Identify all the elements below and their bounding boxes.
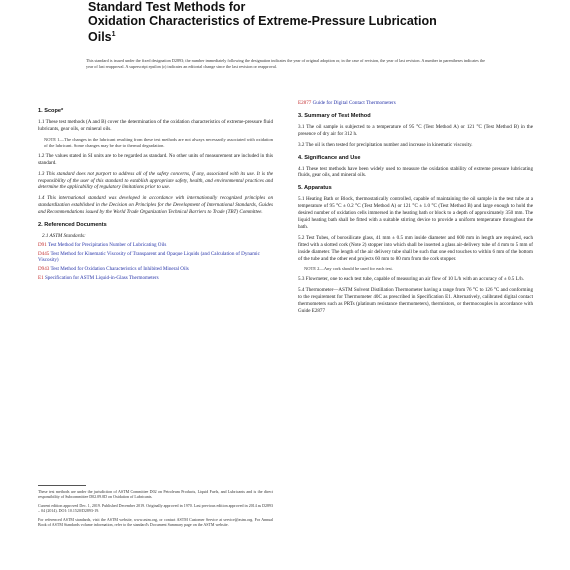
para-1-2: 1.2 The values stated in SI units are to be regarded as standard. No other units of measurement are included in this standard. [38,152,273,166]
footnote-1-edition: Current edition approved Dec. 1, 2019. Published December 2019. Originally approved in 1970. Last previous edition approved in 2014 as D2893 – 04 (2014). DOI: 10.1520/D2893-19. [38,502,273,514]
reference-link[interactable]: E1 Specification for ASTM Liquid-in-Glass Thermometers [38,275,159,282]
section-summary-heading: 3. Summary of Test Method [298,112,371,119]
para-5-1: 5.1 Heating Bath or Block, thermostatically controlled, capable of maintaining the oil sample in the test tube at a temperature of 95 °C ± 0.2 °C (Test Method A) or 121 °C ± 1.0 °C (Test Method B) and large enough to hold the desired number of oxidation cells immersed in the heating bath or block to a depth of approximately 350 mm. The liquid heating bath shall be fitted with a suitable stirring device to provide a uniform temperature throughout the bath. [298,196,533,230]
para-5-2: 5.2 Test Tubes, of borosilicate glass, 41 mm ± 0.5 mm inside diameter and 600 mm in length are required, each fitted with a slotted cork (Note 2) stopper into which shall be inserted a glass air-delivery tube of 4 mm to 5 mm of inside diameter. The length of the air delivery tube shall be such that one end touches to within 6 mm of the bottom of the tube and the other end projects 60 mm to 80 mm from the cork stopper. [298,234,533,262]
para-1-1: 1.1 These test methods (A and B) cover the determination of the oxidation characteristics of extreme-pressure fluid lubricants, gear oils, or mineral oils. [38,119,273,132]
reference-link[interactable]: D445 Test Method for Kinematic Viscosity of Transparent and Opaque Liquids (and Calculation of Dynamic Viscosity) [38,250,260,264]
title-line-3: Oils$^1$ [88,30,116,45]
footnote-divider [38,485,86,486]
note-1: NOTE 1—The changes in the lubricant resulting from these test methods are not always necessarily associated with oxidation of the lubricant. Some changes may be due to thermal degradation. [44,136,273,148]
para-3-2: 3.2 The oil is then tested for precipitation number and increase in kinematic viscosity. [298,141,473,148]
footnotes [38,489,273,530]
para-5-3: 5.3 Flowmeter, one to each test tube, capable of measuring an air flow of 10 L/h with an accuracy of ± 0.5 L/h. [298,276,524,283]
left-column [38,102,273,284]
designation-intro: This standard is issued under the fixed designation D2893; the number immediately following the designation indicates the year of original adoption or, in the case of revision, the year of last revision. A number in parentheses indicates the year of last reapproval. A superscript epsilon (ε) indicates an editorial change since the last revision or reapproval. [86,58,485,69]
section-referenced-documents-heading: 2. Referenced Documents [38,222,107,229]
para-2-1: 2.1 ASTM Standards: [42,233,86,240]
footnote-2: For referenced ASTM standards, visit the ASTM website, www.astm.org, or contact ASTM Customer Service at service@astm.org. For Annual Book of ASTM Standards volume information, refer to the standard's Document Summary page on the ASTM website. [38,516,273,528]
reference-link[interactable]: E2877 Guide for Digital Contact Thermometers [298,100,396,106]
title-line-1: Standard Test Methods for [88,0,246,14]
document-title [88,0,548,44]
title-line-2: Oxidation Characteristics of Extreme-Pressure Lubrication [88,14,437,28]
section-scope-heading: 1. Scope* [38,108,64,114]
section-significance-heading: 4. Significance and Use [298,154,361,161]
para-1-3: 1.3 This standard does not purport to address all of the safety concerns, if any, associated with its use. It is the responsibility of the user of this standard to establish appropriate safety, health, and environmental practices and determine the applicability of regulatory limitations prior to use. [38,170,273,191]
note-2: NOTE 2—Any cork should be used for each test. [304,266,393,272]
para-4-1: 4.1 These test methods have been widely used to measure the oxidation stability of extreme pressure lubricating fluids, gear oils, and mineral oils. [298,165,533,179]
title-footnote-mark[interactable]: 1 [111,31,116,38]
reference-link[interactable]: D91 Test Method for Precipitation Number of Lubricating Oils [38,241,167,248]
right-column [298,100,533,319]
footnote-1: These test methods are under the jurisdiction of ASTM Committee D02 on Petroleum Products, Liquid Fuels, and Lubricants and is the direct responsibility of Subcommittee D02.09.0D on Oxidation of Lubricants. [38,489,273,500]
para-3-1: 3.1 The oil sample is subjected to a temperature of 95 °C (Test Method A) or 121 °C (Test Method B) in the presence of dry air for 312 h. [298,123,533,137]
para-5-4: 5.4 Thermometer—ASTM Solvent Distillation Thermometer having a range from 76 °C to 126 °C and conforming to the requirement for Thermometer 40C as prescribed in Specification E1. Alternatively, calibrated digital contact thermometers such as PRTs (platinum resistance thermometers), thermistors, or thermocouples in accordance with Guide E2877 [298,287,533,315]
reference-link[interactable]: D943 Test Method for Oxidation Characteristics of Inhibited Mineral Oils [38,266,189,273]
para-1-4: 1.4 This international standard was developed in accordance with internationally recognized principles on standardization established in the Decision on Principles for the Development of International Standards, Guides and Recommendations issued by the World Trade Organization Technical Barriers to Trade (TBT) Committee. [38,195,273,216]
section-apparatus-heading: 5. Apparatus [298,185,332,192]
